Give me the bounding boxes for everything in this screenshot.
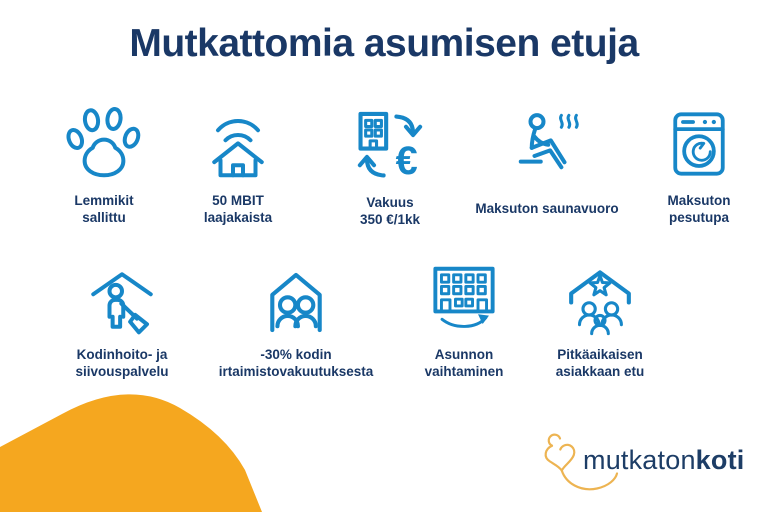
benefit-label: Maksuton saunavuoro xyxy=(475,201,619,216)
benefit-item-cleaning xyxy=(42,255,202,381)
sauna-icon xyxy=(507,106,587,186)
benefit-label: Maksuton pesutupa xyxy=(667,193,731,226)
iconbox xyxy=(255,255,337,341)
deposit-exchange-icon xyxy=(349,105,431,187)
iconbox xyxy=(349,103,431,189)
benefit-label: Pitkäaikaisen asiakkaan etu xyxy=(555,347,645,380)
benefit-item-sauna xyxy=(457,103,637,217)
benefit-item-apartment-swap xyxy=(389,255,539,381)
paw-icon xyxy=(64,104,144,184)
logo-name-bold: koti xyxy=(695,445,745,475)
benefit-label: Vakuus 350 €/1kk xyxy=(359,195,421,228)
benefit-label: -30% kodin irtaimistovakuutuksesta xyxy=(218,347,374,380)
iconbox xyxy=(82,255,162,341)
benefit-label: Kodinhoito- ja siivouspalvelu xyxy=(75,347,169,380)
iconbox xyxy=(198,101,278,187)
orange-blob-shape xyxy=(0,392,280,512)
benefit-item-deposit xyxy=(325,103,455,229)
benefit-item-broadband xyxy=(168,101,308,227)
page-title: Mutkattomia asumisen etuja xyxy=(129,22,639,65)
washing-machine-icon xyxy=(661,105,737,183)
iconbox xyxy=(425,255,503,341)
home-insurance-icon xyxy=(255,257,337,339)
benefit-item-pets xyxy=(39,101,169,227)
apartment-swap-icon xyxy=(425,259,503,337)
loyalty-star-icon xyxy=(559,257,641,339)
benefit-item-loyalty xyxy=(520,255,680,381)
logo xyxy=(533,428,763,504)
cleaning-service-icon xyxy=(82,258,162,338)
iconbox xyxy=(507,103,587,189)
benefit-label: Asunnon vaihtaminen xyxy=(424,347,504,380)
logo-text xyxy=(583,445,744,476)
benefit-item-insurance xyxy=(198,255,394,381)
euro-symbol: € xyxy=(395,139,418,184)
benefit-item-laundry xyxy=(629,101,768,227)
benefit-label: 50 MBIT laajakaista xyxy=(203,193,273,226)
iconbox xyxy=(64,101,144,187)
logo-name-regular: mutkaton xyxy=(583,445,696,475)
benefit-label: Lemmikit sallittu xyxy=(74,193,134,226)
wifi-house-icon xyxy=(198,104,278,184)
iconbox xyxy=(559,255,641,341)
iconbox xyxy=(661,101,737,187)
